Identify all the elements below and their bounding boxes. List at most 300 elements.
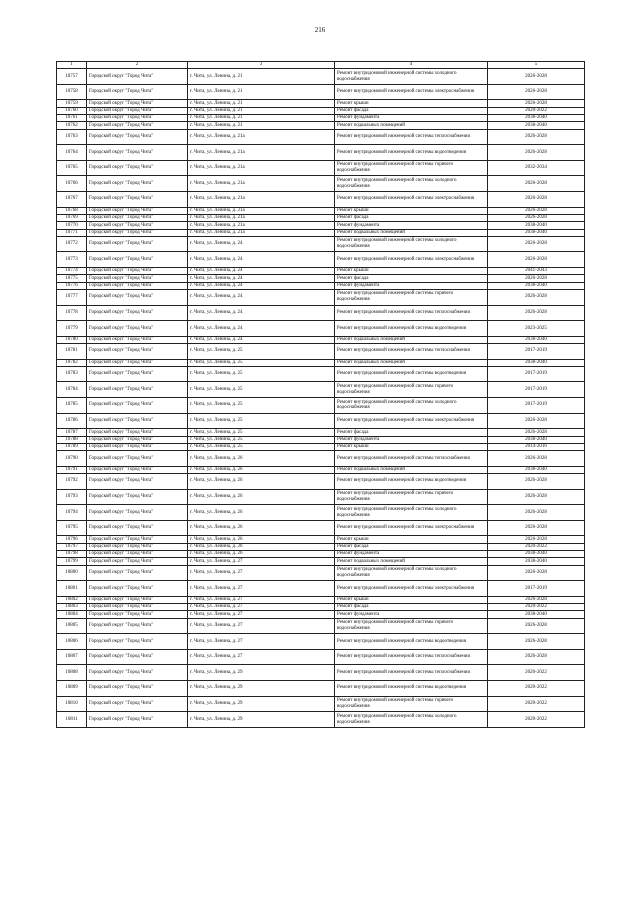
work-type-cell: Ремонт внутридомовой инженерной системы водоотведения: [335, 634, 488, 650]
municipality-cell: Городской округ "Город Чита": [87, 366, 188, 382]
address-cell: г. Чита, ул. Ленина, д. 24: [188, 289, 335, 305]
row-number-cell: 10794: [57, 505, 87, 521]
address-cell: г. Чита, ул. Ленина, д. 27: [188, 611, 335, 618]
work-type-cell: Ремонт внутридомовой инженерной системы электроснабжения: [335, 413, 488, 429]
work-type-cell: Ремонт внутридомовой инженерной системы холодного водоснабжения: [335, 176, 488, 192]
address-cell: г. Чита, ул. Ленина, д. 21а: [188, 145, 335, 161]
address-cell: г. Чита, ул. Ленина, д. 25: [188, 359, 335, 366]
period-cell: 2017-2019: [488, 398, 585, 414]
period-cell: 2038-2040: [488, 359, 585, 366]
address-cell: г. Чита, ул. Ленина, д. 27: [188, 649, 335, 665]
municipality-cell: Городской округ "Город Чита": [87, 69, 188, 85]
period-cell: 2032-2034: [488, 160, 585, 176]
municipality-cell: Городской округ "Город Чита": [87, 321, 188, 337]
work-type-cell: Ремонт внутридомовой инженерной системы электроснабжения: [335, 581, 488, 597]
work-type-cell: Ремонт крыши: [335, 443, 488, 450]
address-cell: г. Чита, ул. Ленина, д. 26: [188, 489, 335, 505]
period-cell: 2020-2022: [488, 604, 585, 611]
work-type-cell: Ремонт фундамента: [335, 611, 488, 618]
address-cell: г. Чита, ул. Ленина, д. 21: [188, 122, 335, 129]
work-type-cell: Ремонт фасада: [335, 214, 488, 221]
table-row: [57, 69, 585, 85]
period-cell: 2026-2028: [488, 100, 585, 107]
work-type-cell: Ремонт подвальных помещений: [335, 122, 488, 129]
work-type-cell: Ремонт внутридомовой инженерной системы холодного водоснабжения: [335, 565, 488, 581]
address-cell: г. Чита, ул. Ленина, д. 27: [188, 581, 335, 597]
period-cell: 2020-2022: [488, 543, 585, 550]
address-cell: г. Чита, ул. Ленина, д. 21а: [188, 129, 335, 145]
table-row: [57, 436, 585, 443]
table-row: [57, 359, 585, 366]
address-cell: г. Чита, ул. Ленина, д. 25: [188, 443, 335, 450]
row-number-cell: 10773: [57, 252, 87, 268]
period-cell: 2026-2028: [488, 236, 585, 252]
repair-schedule-table: [56, 61, 585, 728]
address-cell: г. Чита, ул. Ленина, д. 21а: [188, 207, 335, 214]
municipality-cell: Городской округ "Город Чита": [87, 520, 188, 536]
period-cell: 2038-2040: [488, 122, 585, 129]
period-cell: 2038-2040: [488, 611, 585, 618]
work-type-cell: Ремонт внутридомовой инженерной системы теплоснабжения: [335, 649, 488, 665]
address-cell: г. Чита, ул. Ленина, д. 25: [188, 366, 335, 382]
period-cell: 2026-2028: [488, 505, 585, 521]
work-type-cell: Ремонт внутридомовой инженерной системы водоотведения: [335, 145, 488, 161]
table-row: [57, 207, 585, 214]
row-number-cell: 10801: [57, 581, 87, 597]
period-cell: 2017-2019: [488, 382, 585, 398]
municipality-cell: Городской округ "Город Чита": [87, 229, 188, 236]
table-row: [57, 604, 585, 611]
work-type-cell: Ремонт внутридомовой инженерной системы электроснабжения: [335, 192, 488, 208]
address-cell: г. Чита, ул. Ленина, д. 29: [188, 696, 335, 712]
address-cell: г. Чита, ул. Ленина, д. 24: [188, 252, 335, 268]
address-cell: г. Чита, ул. Ленина, д. 25: [188, 436, 335, 443]
work-type-cell: Ремонт внутридомовой инженерной системы теплоснабжения: [335, 665, 488, 681]
municipality-cell: Городской округ "Город Чита": [87, 611, 188, 618]
table-row: [57, 229, 585, 236]
period-cell: 2026-2028: [488, 489, 585, 505]
municipality-cell: Городской округ "Город Чита": [87, 192, 188, 208]
address-cell: г. Чита, ул. Ленина, д. 25: [188, 382, 335, 398]
row-number-cell: 10810: [57, 696, 87, 712]
work-type-cell: Ремонт фасада: [335, 604, 488, 611]
row-number-cell: 10799: [57, 558, 87, 565]
municipality-cell: Городской округ "Город Чита": [87, 429, 188, 436]
table-row: [57, 236, 585, 252]
period-cell: 2026-2028: [488, 596, 585, 603]
row-number-cell: 10784: [57, 382, 87, 398]
table-row: [57, 382, 585, 398]
municipality-cell: Городской округ "Город Чита": [87, 289, 188, 305]
table-row: [57, 107, 585, 114]
row-number-cell: 10795: [57, 520, 87, 536]
row-number-cell: 10785: [57, 398, 87, 414]
row-number-cell: 10766: [57, 176, 87, 192]
period-cell: 2017-2019: [488, 366, 585, 382]
table-row: [57, 551, 585, 558]
period-cell: 2026-2028: [488, 520, 585, 536]
address-cell: г. Чита, ул. Ленина, д. 26: [188, 551, 335, 558]
table-row: [57, 543, 585, 550]
period-cell: 2026-2028: [488, 474, 585, 490]
work-type-cell: Ремонт внутридомовой инженерной системы электроснабжения: [335, 84, 488, 100]
municipality-cell: Городской округ "Город Чита": [87, 176, 188, 192]
municipality-cell: Городской округ "Город Чита": [87, 107, 188, 114]
period-cell: 2014-2016: [488, 443, 585, 450]
table-row: [57, 214, 585, 221]
municipality-cell: Городской округ "Город Чита": [87, 649, 188, 665]
work-type-cell: Ремонт внутридомовой инженерной системы горячего водоснабжения: [335, 160, 488, 176]
row-number-cell: 10772: [57, 236, 87, 252]
table-row: [57, 520, 585, 536]
row-number-cell: 10761: [57, 115, 87, 122]
work-type-cell: Ремонт фасада: [335, 275, 488, 282]
municipality-cell: Городской округ "Город Чита": [87, 681, 188, 697]
address-cell: г. Чита, ул. Ленина, д. 21а: [188, 176, 335, 192]
period-cell: 2026-2028: [488, 649, 585, 665]
row-number-cell: 10802: [57, 596, 87, 603]
address-cell: г. Чита, ул. Ленина, д. 26: [188, 543, 335, 550]
municipality-cell: Городской округ "Город Чита": [87, 84, 188, 100]
table-row: [57, 596, 585, 603]
address-cell: г. Чита, ул. Ленина, д. 24: [188, 268, 335, 275]
table-row: [57, 268, 585, 275]
work-type-cell: Ремонт крыши: [335, 268, 488, 275]
address-cell: г. Чита, ул. Ленина, д. 21: [188, 107, 335, 114]
address-cell: г. Чита, ул. Ленина, д. 24: [188, 282, 335, 289]
row-number-cell: 10776: [57, 282, 87, 289]
row-number-cell: 10764: [57, 145, 87, 161]
address-cell: г. Чита, ул. Ленина, д. 27: [188, 604, 335, 611]
municipality-cell: Городской округ "Город Чита": [87, 145, 188, 161]
work-type-cell: Ремонт фундамента: [335, 222, 488, 229]
table-row: [57, 145, 585, 161]
municipality-cell: Городской округ "Город Чита": [87, 543, 188, 550]
address-cell: г. Чита, ул. Ленина, д. 27: [188, 558, 335, 565]
row-number-cell: 10768: [57, 207, 87, 214]
municipality-cell: Городской округ "Город Чита": [87, 252, 188, 268]
table-row: [57, 398, 585, 414]
table-row: [57, 289, 585, 305]
municipality-cell: Городской округ "Город Чита": [87, 336, 188, 343]
address-cell: г. Чита, ул. Ленина, д. 25: [188, 429, 335, 436]
table-row: [57, 665, 585, 681]
table-row: [57, 536, 585, 543]
work-type-cell: Ремонт фасада: [335, 107, 488, 114]
row-number-cell: 10757: [57, 69, 87, 85]
period-cell: 2026-2028: [488, 214, 585, 221]
municipality-cell: Городской округ "Город Чита": [87, 665, 188, 681]
municipality-cell: Городской округ "Город Чита": [87, 505, 188, 521]
work-type-cell: Ремонт фасада: [335, 429, 488, 436]
municipality-cell: Городской округ "Город Чита": [87, 536, 188, 543]
table-row: [57, 222, 585, 229]
municipality-cell: Городской округ "Город Чита": [87, 474, 188, 490]
row-number-cell: 10782: [57, 359, 87, 366]
row-number-cell: 10791: [57, 466, 87, 473]
period-cell: 2038-2040: [488, 229, 585, 236]
period-cell: 2026-2028: [488, 69, 585, 85]
work-type-cell: Ремонт внутридомовой инженерной системы теплоснабжения: [335, 129, 488, 145]
work-type-cell: Ремонт подвальных помещений: [335, 558, 488, 565]
row-number-cell: 10770: [57, 222, 87, 229]
municipality-cell: Городской округ "Город Чита": [87, 443, 188, 450]
work-type-cell: Ремонт фундамента: [335, 551, 488, 558]
row-number-cell: 10765: [57, 160, 87, 176]
municipality-cell: Городской округ "Город Чита": [87, 565, 188, 581]
municipality-cell: Городской округ "Город Чита": [87, 551, 188, 558]
row-number-cell: 10777: [57, 289, 87, 305]
period-cell: 2020-2022: [488, 107, 585, 114]
column-header: 4: [335, 62, 488, 69]
work-type-cell: Ремонт внутридомовой инженерной системы электроснабжения: [335, 252, 488, 268]
table-row: [57, 443, 585, 450]
address-cell: г. Чита, ул. Ленина, д. 26: [188, 474, 335, 490]
municipality-cell: Городской округ "Город Чита": [87, 398, 188, 414]
table-row: [57, 505, 585, 521]
period-cell: 2041-2043: [488, 268, 585, 275]
row-number-cell: 10793: [57, 489, 87, 505]
municipality-cell: Городской округ "Город Чита": [87, 115, 188, 122]
column-header: 5: [488, 62, 585, 69]
column-header: 3: [188, 62, 335, 69]
column-header: 1: [57, 62, 87, 69]
address-cell: г. Чита, ул. Ленина, д. 24: [188, 305, 335, 321]
row-number-cell: 10790: [57, 451, 87, 467]
address-cell: г. Чита, ул. Ленина, д. 29: [188, 712, 335, 728]
row-number-cell: 10779: [57, 321, 87, 337]
row-number-cell: 10763: [57, 129, 87, 145]
row-number-cell: 10783: [57, 366, 87, 382]
work-type-cell: Ремонт внутридомовой инженерной системы горячего водоснабжения: [335, 382, 488, 398]
municipality-cell: Городской округ "Город Чита": [87, 214, 188, 221]
municipality-cell: Городской округ "Город Чита": [87, 634, 188, 650]
row-number-cell: 10780: [57, 336, 87, 343]
work-type-cell: Ремонт внутридомовой инженерной системы водоотведения: [335, 321, 488, 337]
address-cell: г. Чита, ул. Ленина, д. 26: [188, 536, 335, 543]
municipality-cell: Городской округ "Город Чита": [87, 343, 188, 359]
period-cell: 2023-2025: [488, 321, 585, 337]
address-cell: г. Чита, ул. Ленина, д. 21: [188, 100, 335, 107]
municipality-cell: Городской округ "Город Чита": [87, 275, 188, 282]
column-header: 2: [87, 62, 188, 69]
address-cell: г. Чита, ул. Ленина, д. 24: [188, 236, 335, 252]
period-cell: 2026-2028: [488, 413, 585, 429]
table-row: [57, 275, 585, 282]
period-cell: 2026-2028: [488, 207, 585, 214]
work-type-cell: Ремонт фундамента: [335, 436, 488, 443]
municipality-cell: Городской округ "Город Чита": [87, 451, 188, 467]
address-cell: г. Чита, ул. Ленина, д. 26: [188, 451, 335, 467]
row-number-cell: 10804: [57, 611, 87, 618]
address-cell: г. Чита, ул. Ленина, д. 21а: [188, 214, 335, 221]
work-type-cell: Ремонт подвальных помещений: [335, 336, 488, 343]
period-cell: 2020-2022: [488, 665, 585, 681]
municipality-cell: Городской округ "Город Чита": [87, 100, 188, 107]
row-number-cell: 10774: [57, 268, 87, 275]
address-cell: г. Чита, ул. Ленина, д. 24: [188, 336, 335, 343]
row-number-cell: 10769: [57, 214, 87, 221]
period-cell: 2038-2040: [488, 466, 585, 473]
table-row: [57, 192, 585, 208]
work-type-cell: Ремонт внутридомовой инженерной системы холодного водоснабжения: [335, 69, 488, 85]
municipality-cell: Городской округ "Город Чита": [87, 604, 188, 611]
work-type-cell: Ремонт внутридомовой инженерной системы холодного водоснабжения: [335, 712, 488, 728]
table-row: [57, 129, 585, 145]
work-type-cell: Ремонт фасада: [335, 543, 488, 550]
period-cell: 2026-2028: [488, 429, 585, 436]
period-cell: 2020-2022: [488, 696, 585, 712]
row-number-cell: 10767: [57, 192, 87, 208]
work-type-cell: Ремонт внутридомовой инженерной системы горячего водоснабжения: [335, 696, 488, 712]
table-row: [57, 451, 585, 467]
municipality-cell: Городской округ "Город Чита": [87, 596, 188, 603]
municipality-cell: Городской округ "Город Чита": [87, 222, 188, 229]
work-type-cell: Ремонт фундамента: [335, 282, 488, 289]
table-row: [57, 176, 585, 192]
row-number-cell: 10760: [57, 107, 87, 114]
work-type-cell: Ремонт внутридомовой инженерной системы холодного водоснабжения: [335, 505, 488, 521]
row-number-cell: 10807: [57, 649, 87, 665]
work-type-cell: Ремонт внутридомовой инженерной системы водоотведения: [335, 474, 488, 490]
municipality-cell: Городской округ "Город Чита": [87, 466, 188, 473]
address-cell: г. Чита, ул. Ленина, д. 29: [188, 681, 335, 697]
table-row: [57, 611, 585, 618]
address-cell: г. Чита, ул. Ленина, д. 29: [188, 665, 335, 681]
address-cell: г. Чита, ул. Ленина, д. 25: [188, 413, 335, 429]
period-cell: 2026-2028: [488, 84, 585, 100]
table-row: [57, 558, 585, 565]
address-cell: г. Чита, ул. Ленина, д. 27: [188, 618, 335, 634]
municipality-cell: Городской округ "Город Чита": [87, 696, 188, 712]
work-type-cell: Ремонт подвальных помещений: [335, 466, 488, 473]
municipality-cell: Городской округ "Город Чита": [87, 359, 188, 366]
address-cell: г. Чита, ул. Ленина, д. 27: [188, 634, 335, 650]
table-row: [57, 712, 585, 728]
table-row: [57, 649, 585, 665]
address-cell: г. Чита, ул. Ленина, д. 27: [188, 596, 335, 603]
work-type-cell: Ремонт внутридомовой инженерной системы водоотведения: [335, 366, 488, 382]
period-cell: 2026-2028: [488, 252, 585, 268]
municipality-cell: Городской округ "Город Чита": [87, 581, 188, 597]
row-number-cell: 10800: [57, 565, 87, 581]
table-row: [57, 696, 585, 712]
municipality-cell: Городской округ "Город Чита": [87, 382, 188, 398]
period-cell: 2038-2040: [488, 436, 585, 443]
period-cell: 2026-2028: [488, 192, 585, 208]
period-cell: 2026-2028: [488, 451, 585, 467]
address-cell: г. Чита, ул. Ленина, д. 25: [188, 343, 335, 359]
table-row: [57, 413, 585, 429]
table-row: [57, 160, 585, 176]
row-number-cell: 10771: [57, 229, 87, 236]
period-cell: 2026-2028: [488, 275, 585, 282]
table-row: [57, 84, 585, 100]
table-row: [57, 565, 585, 581]
address-cell: г. Чита, ул. Ленина, д. 25: [188, 398, 335, 414]
period-cell: 2038-2040: [488, 336, 585, 343]
address-cell: г. Чита, ул. Ленина, д. 21: [188, 69, 335, 85]
row-number-cell: 10762: [57, 122, 87, 129]
work-type-cell: Ремонт внутридомовой инженерной системы электроснабжения: [335, 520, 488, 536]
work-type-cell: Ремонт внутридомовой инженерной системы холодного водоснабжения: [335, 236, 488, 252]
address-cell: г. Чита, ул. Ленина, д. 21а: [188, 160, 335, 176]
municipality-cell: Городской округ "Город Чита": [87, 207, 188, 214]
municipality-cell: Городской округ "Город Чита": [87, 489, 188, 505]
municipality-cell: Городской округ "Город Чита": [87, 436, 188, 443]
work-type-cell: Ремонт крыши: [335, 596, 488, 603]
period-cell: 2038-2040: [488, 115, 585, 122]
row-number-cell: 10796: [57, 536, 87, 543]
municipality-cell: Городской округ "Город Чита": [87, 413, 188, 429]
row-number-cell: 10786: [57, 413, 87, 429]
work-type-cell: Ремонт крыши: [335, 536, 488, 543]
work-type-cell: Ремонт подвальных помещений: [335, 359, 488, 366]
period-cell: 2038-2040: [488, 551, 585, 558]
period-cell: 2026-2028: [488, 634, 585, 650]
page-number: 216: [314, 26, 326, 34]
municipality-cell: Городской округ "Город Чита": [87, 160, 188, 176]
row-number-cell: 10775: [57, 275, 87, 282]
period-cell: 2020-2022: [488, 681, 585, 697]
period-cell: 2038-2040: [488, 282, 585, 289]
table-body: [57, 62, 585, 728]
address-cell: г. Чита, ул. Ленина, д. 21а: [188, 222, 335, 229]
address-cell: г. Чита, ул. Ленина, д. 24: [188, 275, 335, 282]
address-cell: г. Чита, ул. Ленина, д. 21а: [188, 192, 335, 208]
row-number-cell: 10778: [57, 305, 87, 321]
row-number-cell: 10811: [57, 712, 87, 728]
period-cell: 2026-2028: [488, 618, 585, 634]
table-header-row: [57, 62, 585, 69]
row-number-cell: 10788: [57, 436, 87, 443]
period-cell: 2026-2028: [488, 129, 585, 145]
row-number-cell: 10808: [57, 665, 87, 681]
municipality-cell: Городской округ "Город Чита": [87, 236, 188, 252]
table-row: [57, 252, 585, 268]
address-cell: г. Чита, ул. Ленина, д. 21: [188, 115, 335, 122]
table-row: [57, 681, 585, 697]
address-cell: г. Чита, ул. Ленина, д. 26: [188, 505, 335, 521]
period-cell: 2026-2028: [488, 565, 585, 581]
period-cell: 2026-2028: [488, 289, 585, 305]
period-cell: 2026-2028: [488, 536, 585, 543]
row-number-cell: 10809: [57, 681, 87, 697]
row-number-cell: 10806: [57, 634, 87, 650]
row-number-cell: 10758: [57, 84, 87, 100]
municipality-cell: Городской округ "Город Чита": [87, 305, 188, 321]
row-number-cell: 10798: [57, 551, 87, 558]
period-cell: 2017-2019: [488, 343, 585, 359]
work-type-cell: Ремонт крыши: [335, 100, 488, 107]
municipality-cell: Городской округ "Город Чита": [87, 558, 188, 565]
work-type-cell: Ремонт внутридомовой инженерной системы холодного водоснабжения: [335, 398, 488, 414]
table-row: [57, 321, 585, 337]
table-row: [57, 100, 585, 107]
table-row: [57, 466, 585, 473]
work-type-cell: Ремонт крыши: [335, 207, 488, 214]
table-row: [57, 366, 585, 382]
work-type-cell: Ремонт внутридомовой инженерной системы горячего водоснабжения: [335, 489, 488, 505]
table-row: [57, 282, 585, 289]
address-cell: г. Чита, ул. Ленина, д. 26: [188, 520, 335, 536]
table-row: [57, 122, 585, 129]
municipality-cell: Городской округ "Город Чита": [87, 712, 188, 728]
period-cell: 2026-2028: [488, 305, 585, 321]
work-type-cell: Ремонт внутридомовой инженерной системы теплоснабжения: [335, 451, 488, 467]
work-type-cell: Ремонт внутридомовой инженерной системы теплоснабжения: [335, 343, 488, 359]
table-row: [57, 581, 585, 597]
